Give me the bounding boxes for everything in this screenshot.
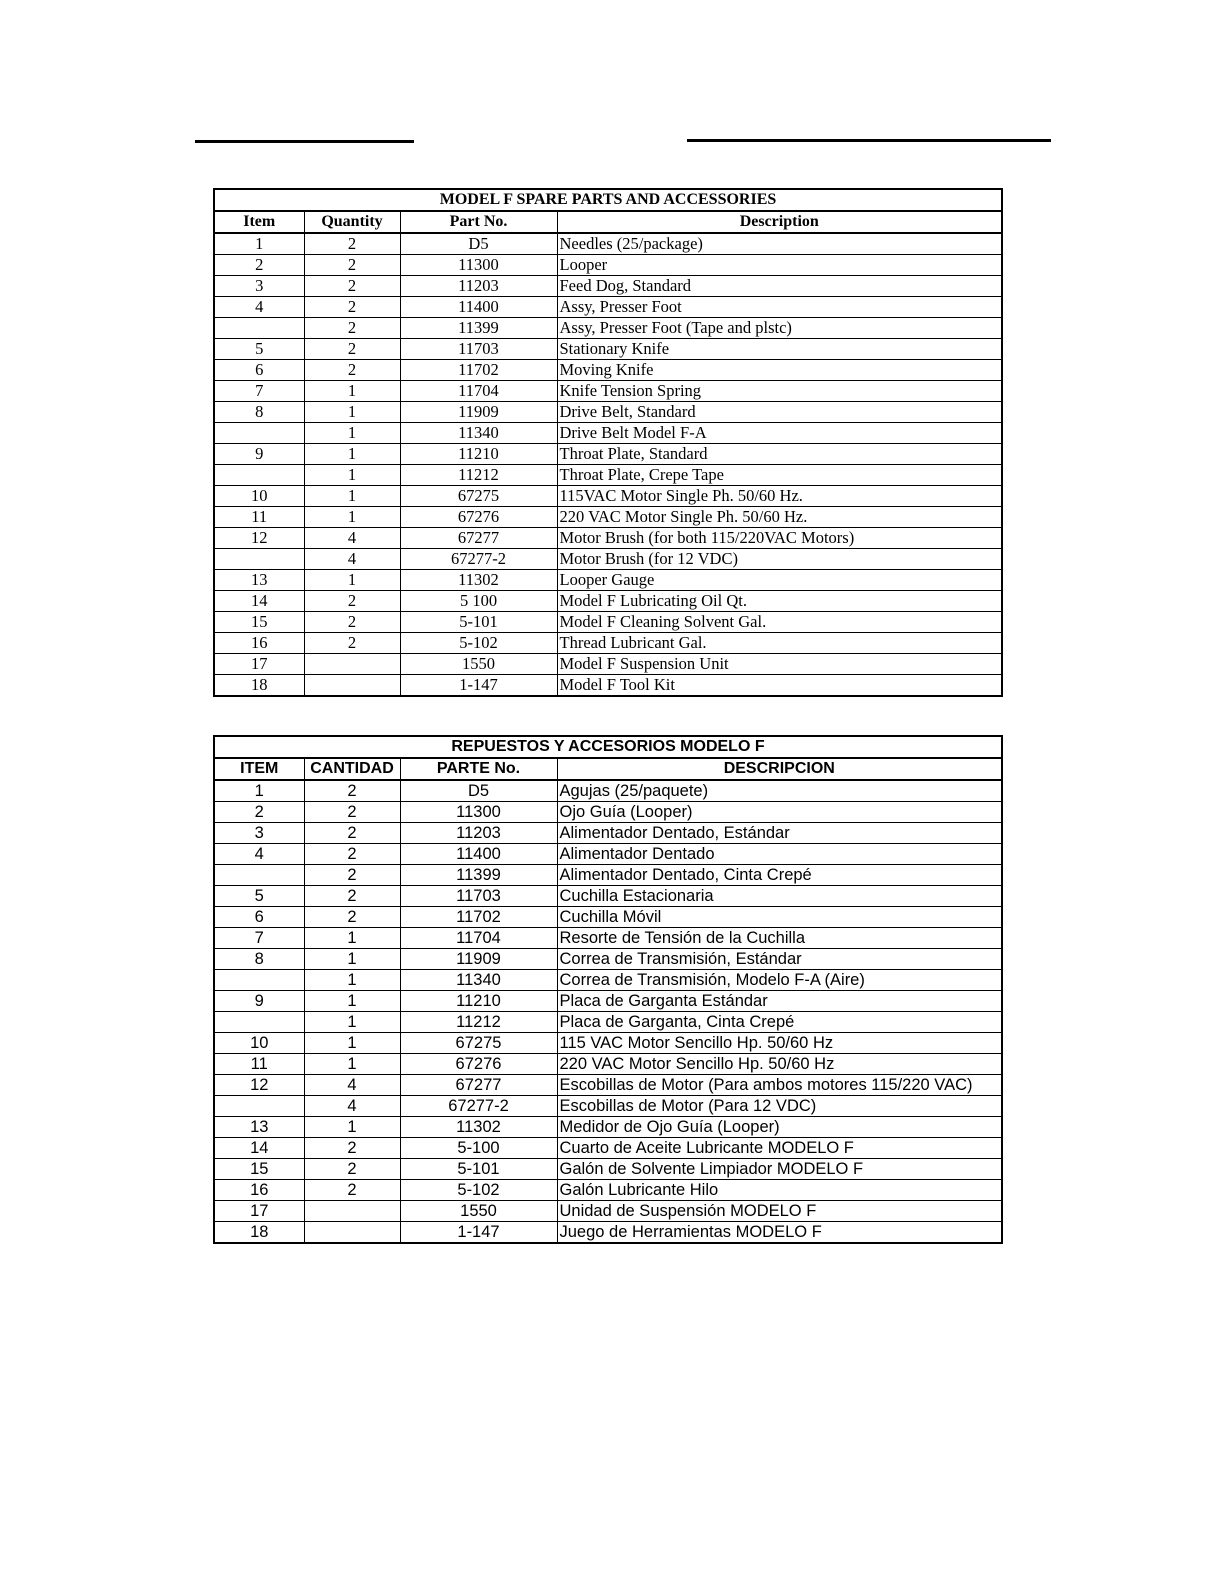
cell-item: 14: [214, 1138, 304, 1159]
cell-quantity: 1: [304, 1054, 400, 1075]
cell-description: Needles (25/package): [557, 233, 1002, 255]
table-row: [214, 823, 1002, 844]
cell-quantity: [304, 1201, 400, 1222]
cell-item: 18: [214, 675, 304, 697]
cell-quantity: 1: [304, 381, 400, 402]
cell-description: Ojo Guía (Looper): [557, 802, 1002, 823]
cell-item: 17: [214, 1201, 304, 1222]
cell-item: 8: [214, 949, 304, 970]
column-header-part-no: Part No.: [400, 211, 557, 233]
cell-description: 220 VAC Motor Single Ph. 50/60 Hz.: [557, 507, 1002, 528]
cell-quantity: 1: [304, 1012, 400, 1033]
cell-item: [214, 318, 304, 339]
cell-quantity: 2: [304, 591, 400, 612]
table-row: [214, 276, 1002, 297]
cell-item: 3: [214, 276, 304, 297]
cell-quantity: [304, 675, 400, 697]
cell-description: Assy, Presser Foot (Tape and plstc): [557, 318, 1002, 339]
table-row: [214, 591, 1002, 612]
cell-item: 15: [214, 612, 304, 633]
cell-description: Thread Lubricant Gal.: [557, 633, 1002, 654]
cell-item: 2: [214, 255, 304, 276]
cell-quantity: 2: [304, 1138, 400, 1159]
cell-item: 12: [214, 528, 304, 549]
table-row: [214, 1117, 1002, 1138]
cell-description: Model F Cleaning Solvent Gal.: [557, 612, 1002, 633]
table-row: [214, 360, 1002, 381]
cell-description: Motor Brush (for both 115/220VAC Motors): [557, 528, 1002, 549]
table-row: [214, 886, 1002, 907]
cell-description: Placa de Garganta Estándar: [557, 991, 1002, 1012]
table-row: [214, 1201, 1002, 1222]
cell-item: [214, 465, 304, 486]
column-header-item: ITEM: [214, 758, 304, 780]
cell-part-no: 11400: [400, 297, 557, 318]
cell-quantity: 1: [304, 970, 400, 991]
cell-item: [214, 1096, 304, 1117]
cell-description: Correa de Transmisión, Modelo F-A (Aire): [557, 970, 1002, 991]
cell-part-no: 67277-2: [400, 1096, 557, 1117]
table-row: [214, 928, 1002, 949]
cell-quantity: 1: [304, 949, 400, 970]
cell-part-no: 11399: [400, 865, 557, 886]
table-row: [214, 297, 1002, 318]
table-row: [214, 1096, 1002, 1117]
cell-part-no: 11703: [400, 339, 557, 360]
table-row: [214, 1054, 1002, 1075]
cell-part-no: 11212: [400, 465, 557, 486]
cell-quantity: 2: [304, 297, 400, 318]
table-row: [214, 907, 1002, 928]
cell-quantity: 1: [304, 991, 400, 1012]
cell-part-no: 1550: [400, 1201, 557, 1222]
cell-quantity: 2: [304, 612, 400, 633]
table-row: [214, 654, 1002, 675]
cell-item: 10: [214, 486, 304, 507]
cell-part-no: 11300: [400, 255, 557, 276]
cell-quantity: 1: [304, 1117, 400, 1138]
cell-part-no: 67277: [400, 1075, 557, 1096]
cell-item: 5: [214, 339, 304, 360]
cell-quantity: 2: [304, 255, 400, 276]
table-row: [214, 633, 1002, 654]
cell-quantity: 1: [304, 928, 400, 949]
cell-part-no: D5: [400, 780, 557, 802]
cell-part-no: 11300: [400, 802, 557, 823]
cell-part-no: 11340: [400, 970, 557, 991]
cell-part-no: 5 100: [400, 591, 557, 612]
table-row: [214, 1222, 1002, 1244]
cell-item: [214, 423, 304, 444]
cell-description: Model F Lubricating Oil Qt.: [557, 591, 1002, 612]
cell-description: Stationary Knife: [557, 339, 1002, 360]
column-header-quantity: CANTIDAD: [304, 758, 400, 780]
cell-item: 15: [214, 1159, 304, 1180]
cell-quantity: 2: [304, 1180, 400, 1201]
cell-part-no: 11399: [400, 318, 557, 339]
cell-item: [214, 1012, 304, 1033]
cell-item: 18: [214, 1222, 304, 1244]
cell-description: Alimentador Dentado, Cinta Crepé: [557, 865, 1002, 886]
cell-quantity: 2: [304, 886, 400, 907]
cell-description: 220 VAC Motor Sencillo Hp. 50/60 Hz: [557, 1054, 1002, 1075]
cell-item: 1: [214, 233, 304, 255]
cell-description: Cuchilla Móvil: [557, 907, 1002, 928]
table-row: [214, 423, 1002, 444]
cell-quantity: 4: [304, 1075, 400, 1096]
cell-description: Escobillas de Motor (Para 12 VDC): [557, 1096, 1002, 1117]
cell-item: 4: [214, 297, 304, 318]
cell-item: 9: [214, 991, 304, 1012]
cell-quantity: 1: [304, 423, 400, 444]
cell-quantity: 1: [304, 444, 400, 465]
cell-description: Alimentador Dentado: [557, 844, 1002, 865]
cell-description: Motor Brush (for 12 VDC): [557, 549, 1002, 570]
cell-item: 4: [214, 844, 304, 865]
cell-part-no: 11702: [400, 360, 557, 381]
table-row: [214, 1075, 1002, 1096]
cell-description: Medidor de Ojo Guía (Looper): [557, 1117, 1002, 1138]
table-row: [214, 970, 1002, 991]
table-row: [214, 802, 1002, 823]
spanish-parts-table: [213, 735, 1003, 1244]
cell-part-no: 5-101: [400, 612, 557, 633]
table-row: [214, 549, 1002, 570]
cell-quantity: 4: [304, 549, 400, 570]
cell-part-no: 11203: [400, 276, 557, 297]
table-row: [214, 570, 1002, 591]
cell-part-no: 11203: [400, 823, 557, 844]
cell-part-no: 67275: [400, 1033, 557, 1054]
header-rule-left: [195, 140, 414, 143]
cell-quantity: 1: [304, 507, 400, 528]
cell-quantity: 2: [304, 633, 400, 654]
table-row: [214, 780, 1002, 802]
cell-item: 8: [214, 402, 304, 423]
table-row: [214, 255, 1002, 276]
cell-quantity: 2: [304, 318, 400, 339]
column-header-item: Item: [214, 211, 304, 233]
table-row: [214, 402, 1002, 423]
cell-quantity: 1: [304, 570, 400, 591]
cell-quantity: 2: [304, 276, 400, 297]
table-row: [214, 1159, 1002, 1180]
cell-part-no: 5-101: [400, 1159, 557, 1180]
cell-item: 2: [214, 802, 304, 823]
cell-part-no: 11909: [400, 949, 557, 970]
cell-part-no: 11210: [400, 444, 557, 465]
table-row: [214, 675, 1002, 697]
table-row: [214, 486, 1002, 507]
cell-item: 7: [214, 381, 304, 402]
cell-item: 17: [214, 654, 304, 675]
cell-part-no: 1550: [400, 654, 557, 675]
table-row: [214, 465, 1002, 486]
cell-item: 16: [214, 633, 304, 654]
cell-part-no: 11340: [400, 423, 557, 444]
cell-description: Throat Plate, Standard: [557, 444, 1002, 465]
cell-part-no: 1-147: [400, 675, 557, 697]
cell-description: Looper: [557, 255, 1002, 276]
table-row: [214, 1180, 1002, 1201]
cell-part-no: 67276: [400, 1054, 557, 1075]
cell-item: 5: [214, 886, 304, 907]
table-row: [214, 381, 1002, 402]
cell-item: 11: [214, 1054, 304, 1075]
cell-item: 6: [214, 907, 304, 928]
table-row: [214, 318, 1002, 339]
cell-part-no: 1-147: [400, 1222, 557, 1244]
cell-item: 1: [214, 780, 304, 802]
cell-description: Placa de Garganta, Cinta Crepé: [557, 1012, 1002, 1033]
table-row: [214, 1138, 1002, 1159]
cell-item: 12: [214, 1075, 304, 1096]
cell-item: 11: [214, 507, 304, 528]
cell-quantity: 2: [304, 802, 400, 823]
cell-description: Cuarto de Aceite Lubricante MODELO F: [557, 1138, 1002, 1159]
cell-part-no: 11210: [400, 991, 557, 1012]
cell-description: Alimentador Dentado, Estándar: [557, 823, 1002, 844]
cell-quantity: 1: [304, 486, 400, 507]
cell-quantity: 2: [304, 233, 400, 255]
cell-item: 6: [214, 360, 304, 381]
cell-description: Unidad de Suspensión MODELO F: [557, 1201, 1002, 1222]
cell-item: 13: [214, 570, 304, 591]
cell-item: 14: [214, 591, 304, 612]
cell-part-no: 11703: [400, 886, 557, 907]
cell-description: Correa de Transmisión, Estándar: [557, 949, 1002, 970]
cell-part-no: 5-100: [400, 1138, 557, 1159]
cell-description: Feed Dog, Standard: [557, 276, 1002, 297]
english-table-title: MODEL F SPARE PARTS AND ACCESSORIES: [214, 189, 1002, 211]
cell-description: Looper Gauge: [557, 570, 1002, 591]
cell-quantity: 4: [304, 528, 400, 549]
cell-description: Knife Tension Spring: [557, 381, 1002, 402]
cell-part-no: 11400: [400, 844, 557, 865]
cell-quantity: 2: [304, 360, 400, 381]
column-header-part-no: PARTE No.: [400, 758, 557, 780]
cell-quantity: 1: [304, 402, 400, 423]
cell-item: [214, 865, 304, 886]
cell-quantity: 2: [304, 844, 400, 865]
cell-part-no: 5-102: [400, 1180, 557, 1201]
cell-description: 115VAC Motor Single Ph. 50/60 Hz.: [557, 486, 1002, 507]
cell-item: 3: [214, 823, 304, 844]
table-row: [214, 949, 1002, 970]
table-row: [214, 991, 1002, 1012]
table-row: [214, 444, 1002, 465]
cell-part-no: 11302: [400, 570, 557, 591]
cell-part-no: 67275: [400, 486, 557, 507]
cell-item: [214, 549, 304, 570]
cell-description: Galón Lubricante Hilo: [557, 1180, 1002, 1201]
cell-description: Throat Plate, Crepe Tape: [557, 465, 1002, 486]
cell-description: Moving Knife: [557, 360, 1002, 381]
table-row: [214, 507, 1002, 528]
cell-item: 13: [214, 1117, 304, 1138]
table-row: [214, 865, 1002, 886]
cell-quantity: 2: [304, 907, 400, 928]
cell-part-no: 11702: [400, 907, 557, 928]
cell-part-no: 67276: [400, 507, 557, 528]
spanish-table-title: REPUESTOS Y ACCESORIOS MODELO F: [214, 736, 1002, 758]
cell-quantity: 2: [304, 823, 400, 844]
cell-part-no: D5: [400, 233, 557, 255]
cell-description: Drive Belt Model F-A: [557, 423, 1002, 444]
cell-quantity: 2: [304, 780, 400, 802]
table-row: [214, 1012, 1002, 1033]
cell-description: Juego de Herramientas MODELO F: [557, 1222, 1002, 1244]
cell-description: Galón de Solvente Limpiador MODELO F: [557, 1159, 1002, 1180]
cell-item: 16: [214, 1180, 304, 1201]
cell-quantity: 4: [304, 1096, 400, 1117]
table-row: [214, 528, 1002, 549]
cell-quantity: 1: [304, 1033, 400, 1054]
cell-description: Resorte de Tensión de la Cuchilla: [557, 928, 1002, 949]
cell-quantity: 2: [304, 339, 400, 360]
cell-description: Drive Belt, Standard: [557, 402, 1002, 423]
cell-quantity: [304, 1222, 400, 1244]
cell-description: 115 VAC Motor Sencillo Hp. 50/60 Hz: [557, 1033, 1002, 1054]
cell-quantity: 1: [304, 465, 400, 486]
cell-description: Assy, Presser Foot: [557, 297, 1002, 318]
cell-description: Model F Suspension Unit: [557, 654, 1002, 675]
english-parts-table: [213, 188, 1003, 697]
cell-part-no: 11302: [400, 1117, 557, 1138]
table-row: [214, 1033, 1002, 1054]
cell-item: 9: [214, 444, 304, 465]
cell-part-no: 67277-2: [400, 549, 557, 570]
cell-item: [214, 970, 304, 991]
header-rule-right: [687, 139, 1051, 142]
table-row: [214, 844, 1002, 865]
cell-description: Model F Tool Kit: [557, 675, 1002, 697]
cell-part-no: 67277: [400, 528, 557, 549]
column-header-description: Description: [557, 211, 1002, 233]
cell-part-no: 5-102: [400, 633, 557, 654]
column-header-description: DESCRIPCION: [557, 758, 1002, 780]
cell-item: 7: [214, 928, 304, 949]
cell-quantity: 2: [304, 865, 400, 886]
column-header-quantity: Quantity: [304, 211, 400, 233]
cell-quantity: [304, 654, 400, 675]
cell-description: Agujas (25/paquete): [557, 780, 1002, 802]
cell-item: 10: [214, 1033, 304, 1054]
cell-part-no: 11704: [400, 928, 557, 949]
cell-part-no: 11212: [400, 1012, 557, 1033]
table-row: [214, 339, 1002, 360]
cell-description: Escobillas de Motor (Para ambos motores 115/220 VAC): [557, 1075, 1002, 1096]
table-row: [214, 233, 1002, 255]
cell-part-no: 11909: [400, 402, 557, 423]
table-row: [214, 612, 1002, 633]
cell-part-no: 11704: [400, 381, 557, 402]
cell-quantity: 2: [304, 1159, 400, 1180]
cell-description: Cuchilla Estacionaria: [557, 886, 1002, 907]
